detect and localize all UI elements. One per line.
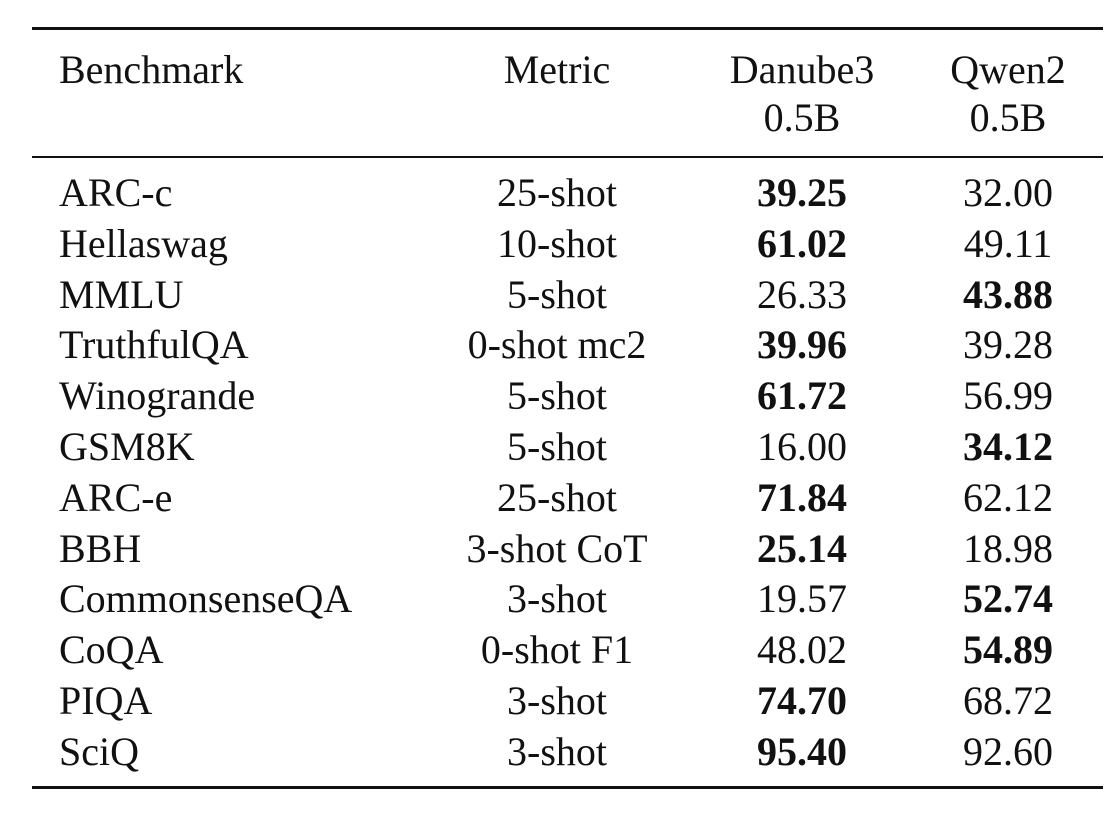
cell-danube3: 25.14 [757, 525, 847, 571]
cell-danube3: 71.84 [757, 474, 847, 520]
table-row [32, 422, 1103, 473]
cell-danube3: 19.57 [757, 576, 847, 622]
cell-qwen2: 52.74 [963, 576, 1053, 622]
cell-benchmark: GSM8K [59, 423, 195, 469]
cell-benchmark: ARC-e [59, 474, 173, 520]
header-benchmark [59, 46, 243, 94]
table-row [32, 371, 1103, 422]
cell-benchmark: PIQA [59, 677, 153, 723]
table-row [32, 524, 1103, 575]
cell-qwen2: 62.12 [963, 474, 1053, 520]
cell-benchmark: Hellaswag [59, 220, 228, 266]
cell-metric: 0-shot F1 [480, 627, 634, 673]
cell-benchmark: SciQ [59, 728, 139, 774]
cell-qwen2: 43.88 [963, 271, 1053, 317]
table-row [32, 219, 1103, 270]
cell-benchmark: Winogrande [59, 373, 256, 419]
cell-benchmark: TruthfulQA [59, 322, 249, 368]
header-qwen2-name: Qwen2 [950, 47, 1066, 92]
cell-qwen2: 32.00 [963, 170, 1053, 215]
table-row [32, 320, 1103, 371]
cell-metric: 3-shot [507, 677, 607, 723]
cell-metric: 25-shot [497, 170, 617, 215]
cell-danube3: 26.33 [757, 271, 847, 317]
cell-metric: 10-shot [497, 220, 617, 266]
header-qwen2 [910, 46, 1106, 142]
bottom-rule [32, 786, 1103, 789]
table-row [32, 473, 1103, 524]
table-header [32, 30, 1103, 156]
header-qwen2-size: 0.5B [969, 95, 1047, 140]
table-row [32, 676, 1103, 727]
cell-benchmark: CoQA [59, 627, 164, 673]
cell-benchmark: CommonsenseQA [59, 576, 353, 622]
table-row [32, 574, 1103, 625]
cell-qwen2: 39.28 [963, 322, 1053, 368]
cell-danube3: 16.00 [757, 423, 847, 469]
table-row [32, 270, 1103, 321]
cell-metric: 3-shot CoT [466, 525, 648, 571]
header-danube3 [702, 46, 902, 142]
cell-qwen2: 49.11 [963, 220, 1053, 266]
header-danube3-name: Danube3 [729, 47, 875, 92]
results-table [32, 27, 1103, 789]
cell-metric: 0-shot mc2 [467, 322, 647, 368]
cell-benchmark: ARC-c [59, 170, 173, 215]
cell-danube3: 39.96 [757, 322, 847, 368]
cell-danube3: 95.40 [757, 728, 847, 774]
table-body [32, 158, 1103, 786]
header-metric-label: Metric [503, 47, 611, 92]
cell-metric: 5-shot [507, 423, 607, 469]
cell-metric: 5-shot [507, 373, 607, 419]
table-row [32, 625, 1103, 676]
cell-danube3: 39.25 [757, 170, 847, 215]
cell-metric: 3-shot [507, 728, 607, 774]
cell-qwen2: 56.99 [963, 373, 1053, 419]
cell-qwen2: 34.12 [963, 423, 1053, 469]
cell-metric: 3-shot [507, 576, 607, 622]
cell-qwen2: 18.98 [963, 525, 1053, 571]
header-danube3-size: 0.5B [763, 95, 841, 140]
cell-qwen2: 54.89 [963, 627, 1053, 673]
table-row [32, 727, 1103, 778]
cell-danube3: 74.70 [757, 677, 847, 723]
cell-danube3: 61.02 [757, 220, 847, 266]
cell-benchmark: BBH [59, 525, 142, 571]
table-row [32, 168, 1103, 219]
cell-benchmark: MMLU [59, 271, 184, 317]
cell-qwen2: 68.72 [963, 677, 1053, 723]
cell-qwen2: 92.60 [963, 728, 1053, 774]
cell-metric: 25-shot [497, 474, 617, 520]
header-benchmark-label: Benchmark [59, 47, 244, 92]
cell-metric: 5-shot [507, 271, 607, 317]
cell-danube3: 61.72 [757, 373, 847, 419]
cell-danube3: 48.02 [757, 627, 847, 673]
header-metric [445, 46, 669, 94]
